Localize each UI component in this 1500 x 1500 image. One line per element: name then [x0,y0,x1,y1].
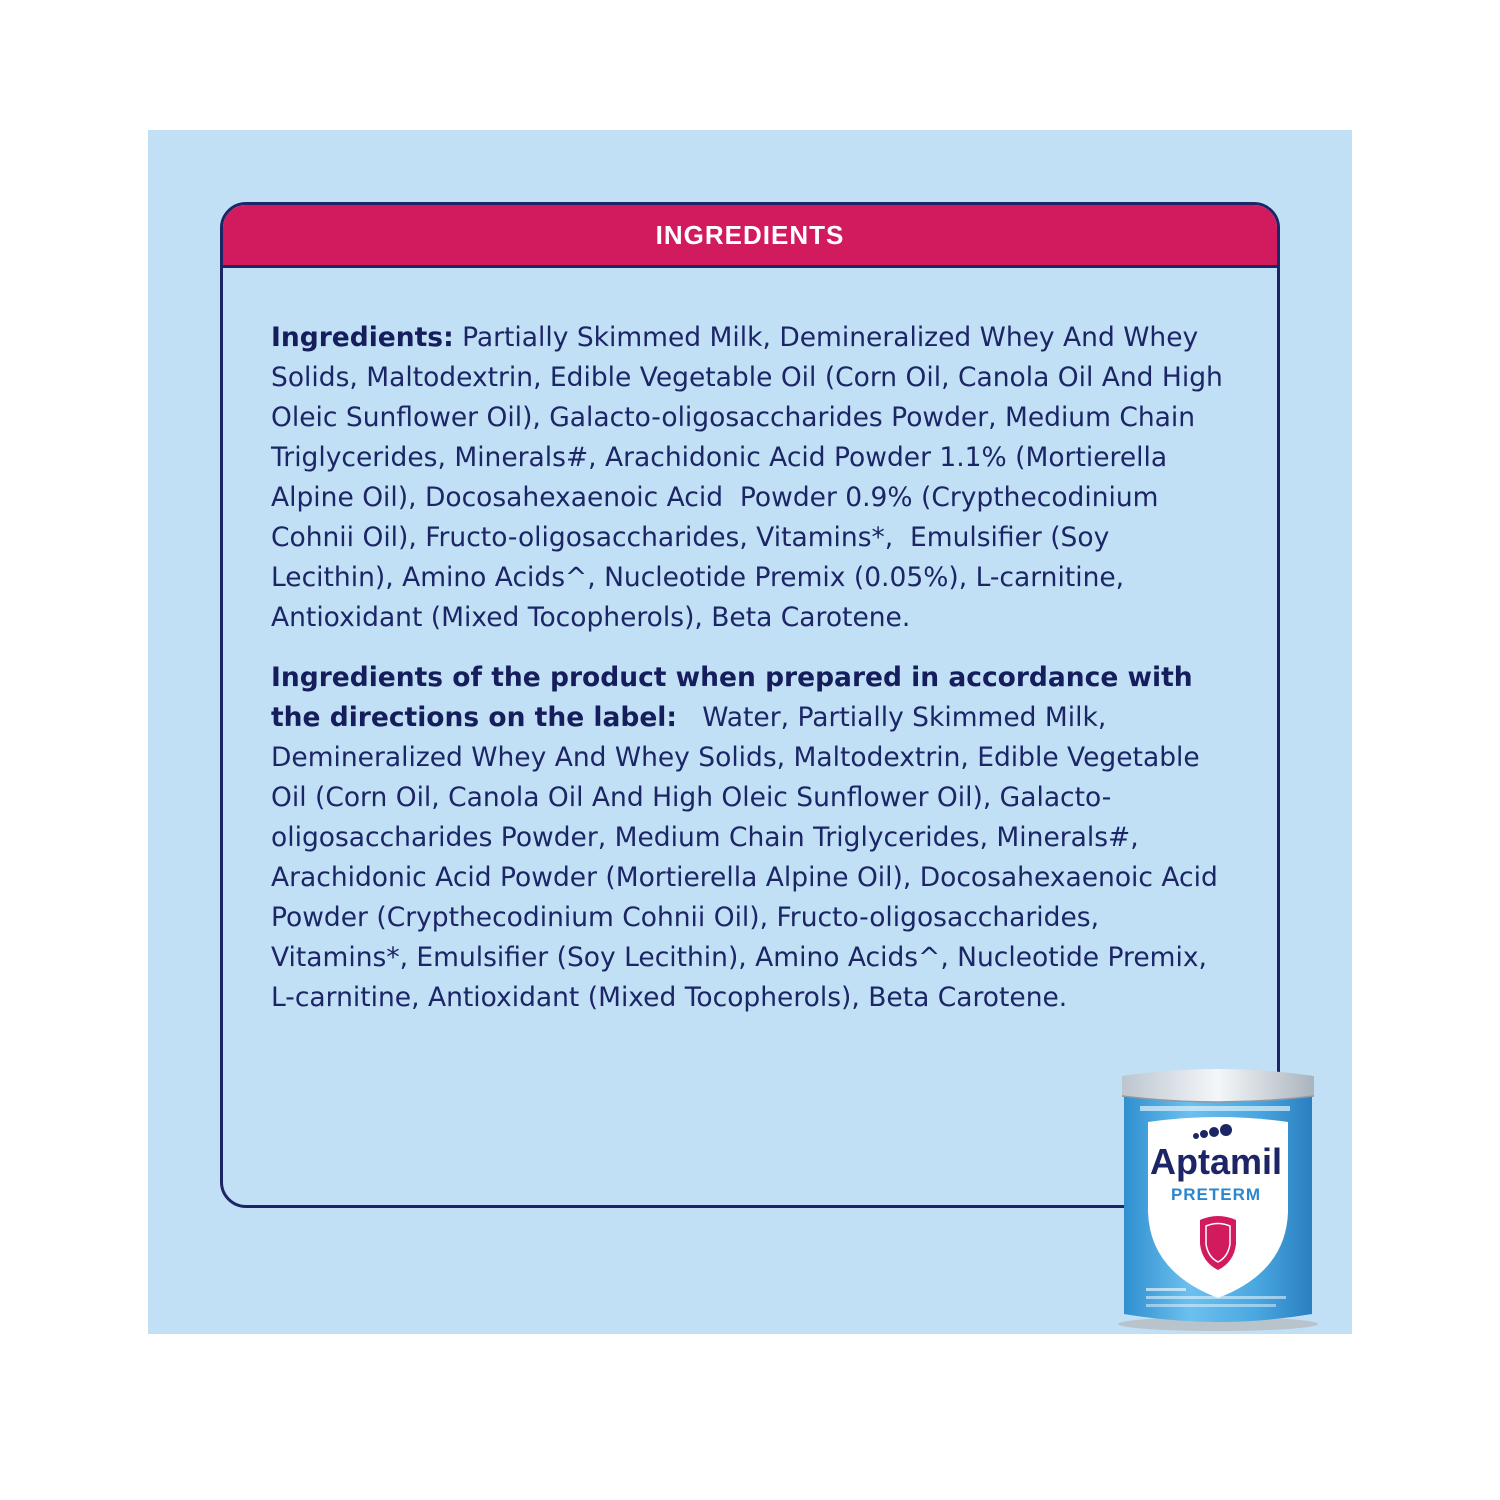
prepared-ingredients-paragraph [271,658,1233,1018]
ingredients-card [220,202,1283,1208]
ingredients-label: Ingredients: [271,322,454,353]
product-can-image [1116,1062,1320,1332]
ingredients-paragraph [271,318,1233,638]
ingredients-text: Partially Skimmed Milk, Demineralized Whey And Whey Solids, Maltodextrin, Edible Vegetable Oil (Corn Oil, Canola Oil And High Oleic Sunflower Oil), Galacto-oligosaccharides Powder, Medium Chain Triglycerides, Minerals#, Arachidonic Acid Powder 1.1% (Mortierella Alpine Oil), Docosahexaenoic Acid Powder 0.9% (Crypthecodinium Cohnii Oil), Fructo-oligosaccharides, Vitamins*, Emulsifier (Soy Lecithin), Amino Acids^, Nucleotide Premix (0.05%), L-carnitine, Antioxidant (Mixed Tocopherols), Beta Carotene. [271,322,1232,633]
can-brand: Aptamil [1149,1141,1283,1182]
product-can-icon [1116,1062,1320,1332]
can-variant: PRETERM [1170,1185,1262,1204]
card-body [223,268,1277,1018]
card-title: INGREDIENTS [655,219,845,250]
prepared-ingredients-text: Water, Partially Skimmed Milk, Demineralized Whey And Whey Solids, Maltodextrin, Edible Vegetable Oil (Corn Oil, Canola Oil And High Oleic Sunflower Oil), Galacto-oligosaccharides Powder, Medium Chain Triglycerides, Minerals#, Arachidonic Acid Powder (Mortierella Alpine Oil), Docosahexaenoic Acid Powder (Crypthecodinium Cohnii Oil), Fructo-oligosaccharides, Vitamins*, Emulsifier (Soy Lecithin), Amino Acids^, Nucleotide Premix, L-carnitine, Antioxidant (Mixed Tocopherols), Beta Carotene. [271,702,1227,1013]
card-header [223,205,1277,268]
prepared-ingredients-label: Ingredients of the product when prepared in accordance with the directions on the label: [271,662,1193,733]
